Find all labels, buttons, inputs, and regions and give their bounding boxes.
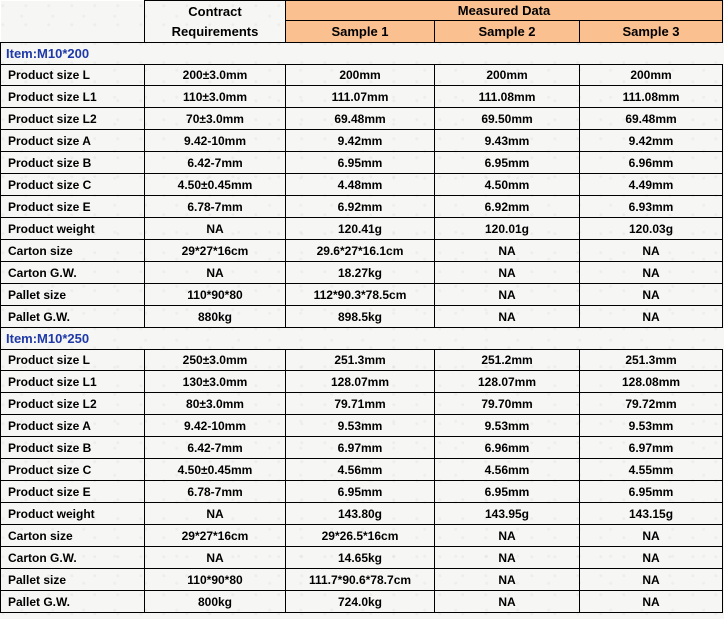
sample-1-cell: 128.07mm [286, 371, 435, 393]
requirement-cell: 250±3.0mm [145, 350, 286, 371]
requirement-cell: 800kg [145, 591, 286, 613]
table-row [1, 437, 723, 459]
sample-1-header: Sample 1 [286, 21, 435, 43]
sample-1-cell: 724.0kg [286, 591, 435, 613]
sample-1-cell: 251.3mm [286, 350, 435, 371]
sample-1-cell: 111.7*90.6*78.7cm [286, 569, 435, 591]
requirement-cell: 4.50±0.45mm [145, 174, 286, 196]
row-label: Carton size [1, 525, 145, 547]
contract-header-line1: Contract [188, 3, 242, 19]
row-label: Carton G.W. [1, 262, 145, 284]
requirement-cell: 6.78-7mm [145, 481, 286, 503]
sample-3-cell: 69.48mm [580, 108, 723, 130]
requirement-cell: 80±3.0mm [145, 393, 286, 415]
table-row [1, 174, 723, 196]
table-row [1, 152, 723, 174]
sample-1-cell: 29*26.5*16cm [286, 525, 435, 547]
sample-1-cell: 4.48mm [286, 174, 435, 196]
sample-1-cell: 9.53mm [286, 415, 435, 437]
sample-3-cell: NA [580, 569, 723, 591]
sample-3-cell: 9.53mm [580, 415, 723, 437]
row-label: Product size L [1, 65, 145, 86]
sample-3-cell: 6.95mm [580, 481, 723, 503]
table-row [1, 569, 723, 591]
table-row [1, 86, 723, 108]
sample-3-cell: 6.97mm [580, 437, 723, 459]
table-row [1, 218, 723, 240]
section-title: Item:M10*250 [1, 328, 723, 350]
sample-2-cell: 128.07mm [435, 371, 580, 393]
row-label: Pallet G.W. [1, 306, 145, 328]
sample-2-cell: NA [435, 306, 580, 328]
sample-2-cell: NA [435, 547, 580, 569]
table-row [1, 240, 723, 262]
row-label: Pallet size [1, 284, 145, 306]
sample-3-header: Sample 3 [580, 21, 723, 43]
sample-2-cell: NA [435, 262, 580, 284]
sample-1-cell: 6.95mm [286, 152, 435, 174]
sample-3-cell: 9.42mm [580, 130, 723, 152]
requirement-cell: 29*27*16cm [145, 240, 286, 262]
sample-1-cell: 6.97mm [286, 437, 435, 459]
sample-2-cell: NA [435, 240, 580, 262]
sample-2-cell: 111.08mm [435, 86, 580, 108]
sample-2-cell: 120.01g [435, 218, 580, 240]
sample-1-cell: 29.6*27*16.1cm [286, 240, 435, 262]
requirement-cell: 9.42-10mm [145, 415, 286, 437]
sample-1-cell: 120.41g [286, 218, 435, 240]
requirement-cell: NA [145, 503, 286, 525]
sample-1-cell: 112*90.3*78.5cm [286, 284, 435, 306]
sample-3-cell: NA [580, 547, 723, 569]
requirement-cell: 70±3.0mm [145, 108, 286, 130]
requirement-cell: 200±3.0mm [145, 65, 286, 86]
requirement-cell: 6.42-7mm [145, 437, 286, 459]
sample-3-cell: 143.15g [580, 503, 723, 525]
sample-3-cell: NA [580, 306, 723, 328]
sample-3-cell: NA [580, 240, 723, 262]
sample-2-cell: 6.96mm [435, 437, 580, 459]
sample-1-cell: 143.80g [286, 503, 435, 525]
header-row-top [1, 1, 723, 21]
sample-3-cell: 120.03g [580, 218, 723, 240]
row-label: Carton size [1, 240, 145, 262]
table-row [1, 262, 723, 284]
table-row [1, 547, 723, 569]
contract-header-line2: Requirements [171, 23, 259, 39]
section-title: Item:M10*200 [1, 43, 723, 65]
table-row [1, 130, 723, 152]
sample-2-cell: NA [435, 569, 580, 591]
sample-1-cell: 898.5kg [286, 306, 435, 328]
table-row [1, 591, 723, 613]
sample-2-cell: NA [435, 284, 580, 306]
table-row [1, 525, 723, 547]
requirement-cell: 130±3.0mm [145, 371, 286, 393]
requirement-cell: 9.42-10mm [145, 130, 286, 152]
table-row [1, 65, 723, 86]
sample-2-cell: 69.50mm [435, 108, 580, 130]
sample-2-cell: NA [435, 591, 580, 613]
table-row [1, 350, 723, 371]
row-label: Product size L2 [1, 108, 145, 130]
contract-requirements-header [145, 1, 286, 43]
table-row [1, 481, 723, 503]
section-row [1, 43, 723, 65]
row-label: Product size B [1, 437, 145, 459]
row-label: Product size A [1, 130, 145, 152]
row-label: Product size L1 [1, 86, 145, 108]
sample-3-cell: NA [580, 262, 723, 284]
sample-1-cell: 111.07mm [286, 86, 435, 108]
sample-3-cell: 6.93mm [580, 196, 723, 218]
sample-1-cell: 9.42mm [286, 130, 435, 152]
sample-3-cell: 251.3mm [580, 350, 723, 371]
sample-2-header: Sample 2 [435, 21, 580, 43]
sample-3-cell: 4.49mm [580, 174, 723, 196]
table-row [1, 459, 723, 481]
requirement-cell: NA [145, 262, 286, 284]
row-label: Product size C [1, 174, 145, 196]
sample-1-cell: 18.27kg [286, 262, 435, 284]
requirement-cell: 6.42-7mm [145, 152, 286, 174]
header-blank-cell [1, 1, 145, 43]
sample-2-cell: 143.95g [435, 503, 580, 525]
sample-2-cell: NA [435, 525, 580, 547]
requirement-cell: 110±3.0mm [145, 86, 286, 108]
sample-2-cell: 6.95mm [435, 481, 580, 503]
sample-3-cell: 4.55mm [580, 459, 723, 481]
sample-3-cell: 79.72mm [580, 393, 723, 415]
sample-3-cell: 200mm [580, 65, 723, 86]
sample-2-cell: 4.56mm [435, 459, 580, 481]
table-body [1, 1, 723, 613]
requirement-cell: 880kg [145, 306, 286, 328]
table-row [1, 371, 723, 393]
row-label: Carton G.W. [1, 547, 145, 569]
sample-2-cell: 4.50mm [435, 174, 580, 196]
row-label: Product size L [1, 350, 145, 371]
row-label: Product size E [1, 481, 145, 503]
row-label: Product weight [1, 218, 145, 240]
sample-3-cell: NA [580, 591, 723, 613]
row-label: Product size C [1, 459, 145, 481]
row-label: Product size L1 [1, 371, 145, 393]
sample-2-cell: 9.53mm [435, 415, 580, 437]
sample-2-cell: 9.43mm [435, 130, 580, 152]
sample-1-cell: 6.95mm [286, 481, 435, 503]
sample-1-cell: 4.56mm [286, 459, 435, 481]
requirement-cell: 110*90*80 [145, 569, 286, 591]
sample-1-cell: 14.65kg [286, 547, 435, 569]
measured-data-header: Measured Data [286, 1, 723, 21]
row-label: Product size L2 [1, 393, 145, 415]
sample-2-cell: 79.70mm [435, 393, 580, 415]
row-label: Pallet G.W. [1, 591, 145, 613]
row-label: Product size B [1, 152, 145, 174]
sample-2-cell: 6.92mm [435, 196, 580, 218]
requirement-cell: 29*27*16cm [145, 525, 286, 547]
requirement-cell: 4.50±0.45mm [145, 459, 286, 481]
table-row [1, 196, 723, 218]
sample-2-cell: 200mm [435, 65, 580, 86]
table-row [1, 284, 723, 306]
table-row [1, 393, 723, 415]
requirement-cell: 110*90*80 [145, 284, 286, 306]
sample-1-cell: 69.48mm [286, 108, 435, 130]
requirement-cell: NA [145, 218, 286, 240]
section-row [1, 328, 723, 350]
sample-1-cell: 79.71mm [286, 393, 435, 415]
row-label: Product size E [1, 196, 145, 218]
table-row [1, 108, 723, 130]
table-row [1, 415, 723, 437]
row-label: Pallet size [1, 569, 145, 591]
sample-2-cell: 251.2mm [435, 350, 580, 371]
table-row [1, 306, 723, 328]
sample-3-cell: 128.08mm [580, 371, 723, 393]
sample-3-cell: NA [580, 284, 723, 306]
requirement-cell: 6.78-7mm [145, 196, 286, 218]
requirement-cell: NA [145, 547, 286, 569]
sample-1-cell: 6.92mm [286, 196, 435, 218]
sample-3-cell: 6.96mm [580, 152, 723, 174]
sample-3-cell: NA [580, 525, 723, 547]
table-row [1, 503, 723, 525]
sample-3-cell: 111.08mm [580, 86, 723, 108]
sample-1-cell: 200mm [286, 65, 435, 86]
row-label: Product weight [1, 503, 145, 525]
sample-2-cell: 6.95mm [435, 152, 580, 174]
row-label: Product size A [1, 415, 145, 437]
